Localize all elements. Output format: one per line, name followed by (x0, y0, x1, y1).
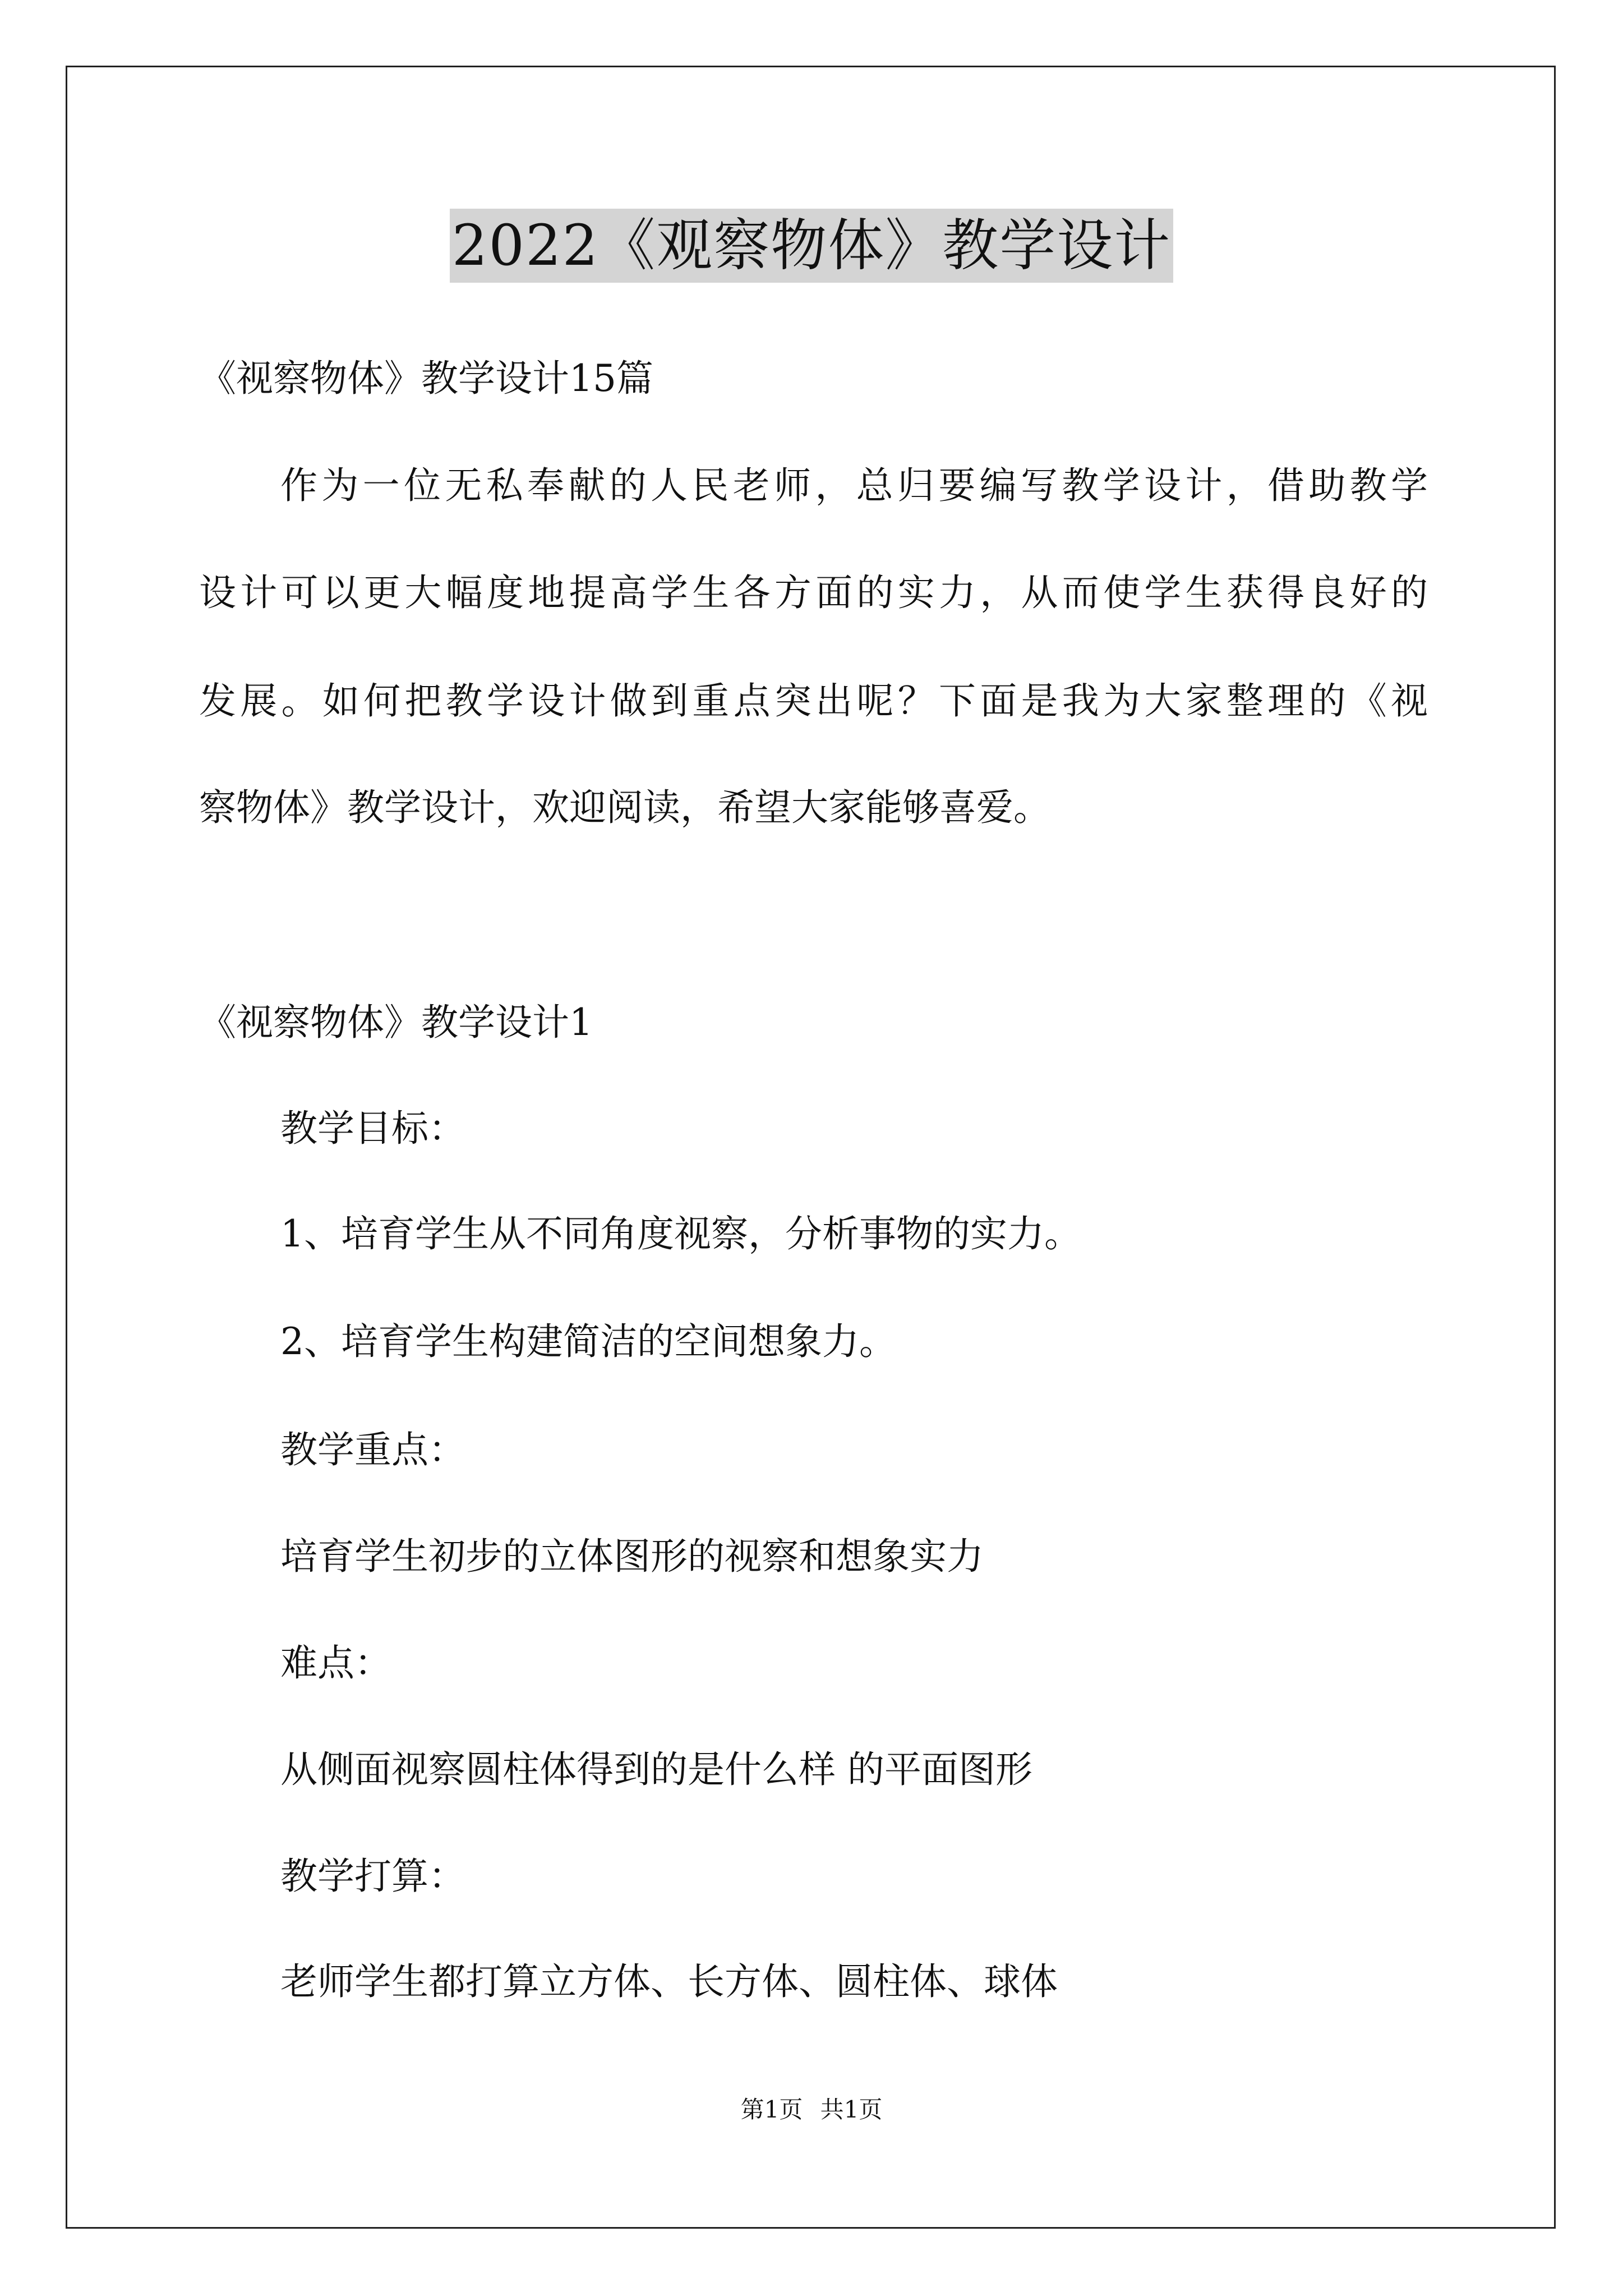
body-line-1: 教学目标： (280, 1107, 465, 1150)
body-line-5: 培育学生初步的立体图形的视察和想象实力 (280, 1535, 984, 1578)
body-line-4: 教学重点： (280, 1428, 465, 1471)
body-line-9: 老师学生都打算立方体、长方体、圆柱体、球体 (280, 1960, 1058, 2003)
title-container (0, 209, 1623, 283)
section-heading: 《视察物体》教学设计1 (199, 1001, 593, 1044)
intro-line-1: 作为一位无私奉献的人民老师，总归要编写教学设计，借助教学 (280, 464, 1428, 507)
intro-line-3: 发展。如何把教学设计做到重点突出呢？下面是我为大家整理的《视 (199, 679, 1428, 723)
body-line-3: 2、培育学生构建简洁的空间想象力。 (280, 1320, 896, 1363)
body-line-6: 难点： (280, 1641, 391, 1685)
intro-line-2: 设计可以更大幅度地提高学生各方面的实力，从而使学生获得良好的 (199, 571, 1428, 614)
body-line-8: 教学打算： (280, 1855, 465, 1898)
body-line-2: 1、培育学生从不同角度视察，分析事物的实力。 (280, 1212, 1081, 1255)
page-footer: 第1页 共1页 (740, 2096, 883, 2123)
document-title: 2022《观察物体》教学设计 (450, 209, 1174, 283)
intro-line-4: 察物体》教学设计，欢迎阅读，希望大家能够喜爱。 (199, 786, 1050, 829)
body-line-7: 从侧面视察圆柱体得到的是什么样 的平面图形 (280, 1748, 1032, 1791)
document-subtitle: 《视察物体》教学设计15篇 (199, 357, 653, 400)
